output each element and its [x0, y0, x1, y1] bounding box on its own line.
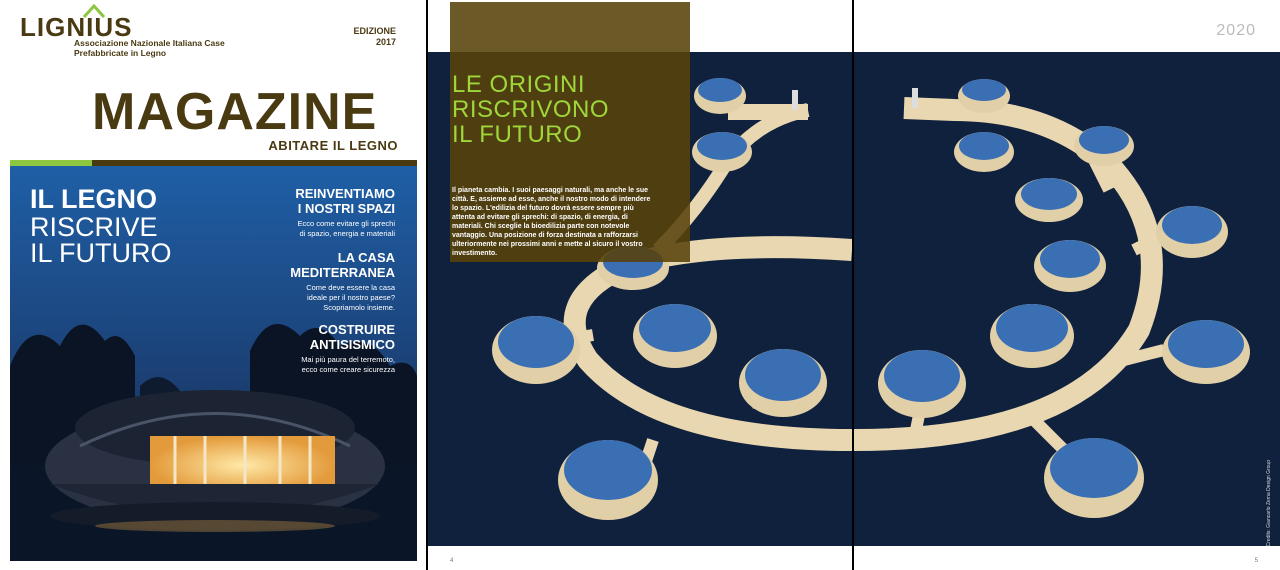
year-label: 2020 — [1216, 22, 1256, 39]
logo-subtitle: Associazione Nazionale Italiana Case Prefabbricate in Legno — [74, 38, 225, 58]
teaser-title: I NOSTRI SPAZI — [297, 201, 395, 216]
teaser-spaces — [295, 186, 395, 239]
roof-icon — [82, 4, 106, 18]
spread-page-right — [854, 0, 1280, 570]
photo-credits: Credits: Giancarlo Zema Design Group — [1266, 460, 1272, 547]
edition-year: 2017 — [375, 37, 396, 47]
teaser-body: Ecco come evitare gli sprechi — [297, 219, 395, 228]
teaser-antiseismic — [301, 322, 395, 375]
page-number-left: 4 — [450, 558, 454, 564]
edition-label — [353, 26, 396, 48]
cover-headline-line2: RISCRIVE — [30, 212, 158, 242]
teaser-body: Come deve essere la casa — [306, 283, 395, 292]
article-title-line: LE ORIGINI — [452, 71, 586, 98]
magazine-subtitle: ABITARE IL LEGNO — [268, 138, 398, 153]
article-title-line: IL FUTURO — [452, 121, 583, 148]
cover-photo — [10, 166, 417, 561]
floating-village-illustration-right — [854, 0, 1280, 570]
article-title — [452, 72, 662, 147]
teaser-title: ANTISISMICO — [309, 337, 395, 352]
magazine-cover — [0, 0, 426, 570]
spread-page-left — [428, 0, 852, 570]
teaser-title: MEDITERRANEA — [290, 265, 395, 280]
page-margin-bottom — [854, 546, 1280, 570]
logo-text: LIGNIUS — [20, 12, 133, 42]
teaser-title: COSTRUIRE — [318, 322, 395, 337]
teaser-body: Scopriamolo insieme. — [323, 303, 395, 312]
teaser-body: ecco come creare sicurezza — [301, 365, 395, 374]
teaser-title: REINVENTIAMO — [295, 186, 395, 201]
article-title-line: RISCRIVONO — [452, 96, 610, 123]
edition-text: EDIZIONE — [353, 26, 396, 36]
cover-headline-bold: IL LEGNO — [30, 184, 158, 214]
teaser-mediterranean — [290, 250, 395, 313]
article-body: Il pianeta cambia. I suoi paesaggi naturali, ma anche le sue città. E, assieme ad esse, anche il nostro modo di intendere lo spazio. L'edilizia del futuro dovrà essere sempre più attenta ad evitare gli sprechi: di spazio, di energia, di materiali. Chi sceglie la bioedilizia parte con notevole vantaggio. Una posizione di forza destinata a rafforzarsi ulteriormente nei prossimi anni e mette al sicuro il vostro investimento. — [452, 187, 651, 257]
teaser-body: di spazio, energia e materiali — [299, 229, 395, 238]
teaser-body: ideale per il nostro paese? — [307, 293, 395, 302]
page-margin-bottom — [428, 546, 852, 570]
magazine-title: MAGAZINE — [92, 83, 378, 141]
teaser-body: Mai più paura del terremoto, — [301, 355, 395, 364]
teaser-title: LA CASA — [337, 250, 395, 265]
cover-headline-line3: IL FUTURO — [30, 238, 172, 268]
page-number-right: 5 — [1254, 558, 1258, 564]
